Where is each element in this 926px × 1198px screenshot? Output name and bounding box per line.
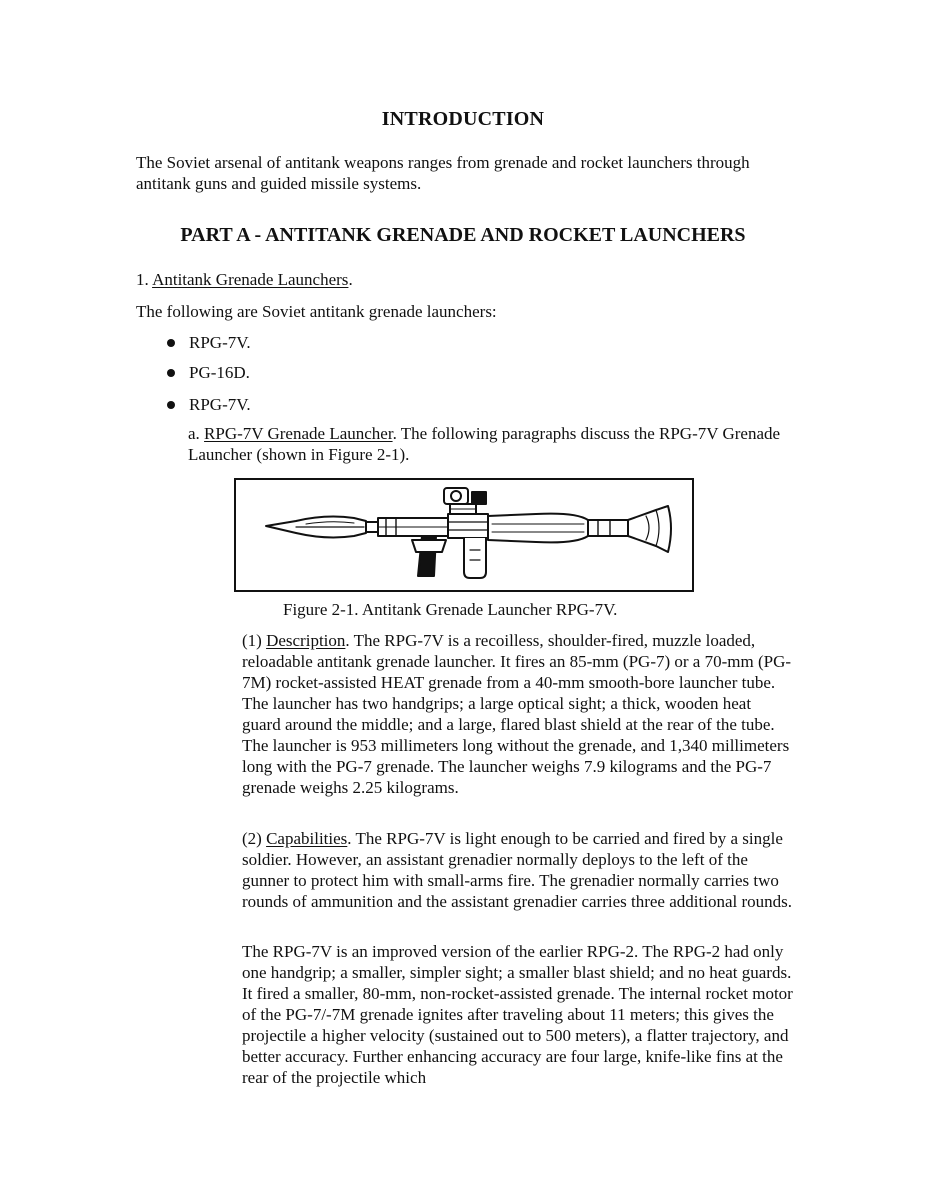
capabilities-paragraph — [242, 828, 794, 912]
list-item-label: PG-16D. — [189, 363, 250, 382]
page-title: INTRODUCTION — [381, 108, 545, 130]
bullet-icon — [167, 401, 175, 409]
intro-paragraph: The Soviet arsenal of antitank weapons ranges from grenade and rocket launchers through antitank guns and guided missile systems. — [136, 153, 750, 193]
section-1-heading — [136, 269, 353, 290]
subsection-a-paragraph — [188, 423, 808, 465]
capabilities-text: . The RPG-7V is light enough to be carried and fired by a single soldier. However, an assistant grenadier normally deploys to the left of the gunner to protect him with small-arms fire. The grenadier normally carries two rounds of ammunition and the assistant grenadier carries three additional rounds. — [242, 829, 792, 911]
description-title: Description — [266, 631, 346, 650]
list-item-label: RPG-7V. — [189, 395, 251, 414]
subsection-a-title: RPG-7V Grenade Launcher — [204, 424, 393, 443]
description-text: . The RPG-7V is a recoilless, shoulder-fired, muzzle loaded, reloadable antitank grenade launcher. It fires an 85-mm (PG-7) or a 70-mm (PG-7M) rocket-assisted HEAT grenade from a 40-mm smooth-bore launcher tube. The launcher has two handgrips; a large optical sight; a thick, wooden heat guard around the middle; and a large, flared blast shield at the rear of the tube. The launcher is 953 millimeters long without the grenade, and 1,340 millimeters long with the PG-7 grenade. The launcher weighs 7.9 kilograms and the PG-7 grenade weighs 2.25 kilograms. — [242, 631, 792, 797]
description-label: (1) — [242, 631, 267, 650]
section-1-number: 1. — [136, 270, 153, 289]
part-heading: PART A - ANTITANK GRENADE AND ROCKET LAUNCHERS — [180, 224, 746, 246]
subsection-a-label: a. — [188, 424, 205, 443]
list-item-label: RPG-7V. — [189, 333, 251, 352]
capabilities-label: (2) — [242, 829, 267, 848]
figure-caption: Figure 2-1. Antitank Grenade Launcher RPG-7V. — [283, 600, 618, 619]
section-1-lead: The following are Soviet antitank grenade launchers: — [136, 302, 497, 321]
rpg-launcher-icon — [236, 480, 692, 590]
capabilities-title: Capabilities — [266, 829, 348, 848]
improved-version-paragraph: The RPG-7V is an improved version of the earlier RPG-2. The RPG-2 had only one handgrip; a smaller, simpler sight; a smaller blast shield; and no heat guards. It fired a smaller, 80-mm, non-rocket-assisted grenade. The internal rocket motor of the PG-7/-7M grenade ignites after traveling about 11 meters; this gives the projectile a higher velocity (sustained out to 500 meters), a flatter trajectory, and better accuracy. Further enhancing accuracy are four large, knife-like fins at the rear of the projectile which — [242, 942, 793, 1087]
subsection-a-text: . The following paragraphs discuss the RPG-7V Grenade Launcher (shown in Figure 2-1). — [188, 424, 781, 464]
bullet-icon — [167, 339, 175, 347]
bullet-icon — [167, 369, 175, 377]
section-1-title: Antitank Grenade Launchers — [152, 270, 349, 289]
description-paragraph — [242, 630, 794, 798]
section-1-title-suffix: . — [348, 270, 353, 289]
figure-box — [234, 478, 694, 592]
